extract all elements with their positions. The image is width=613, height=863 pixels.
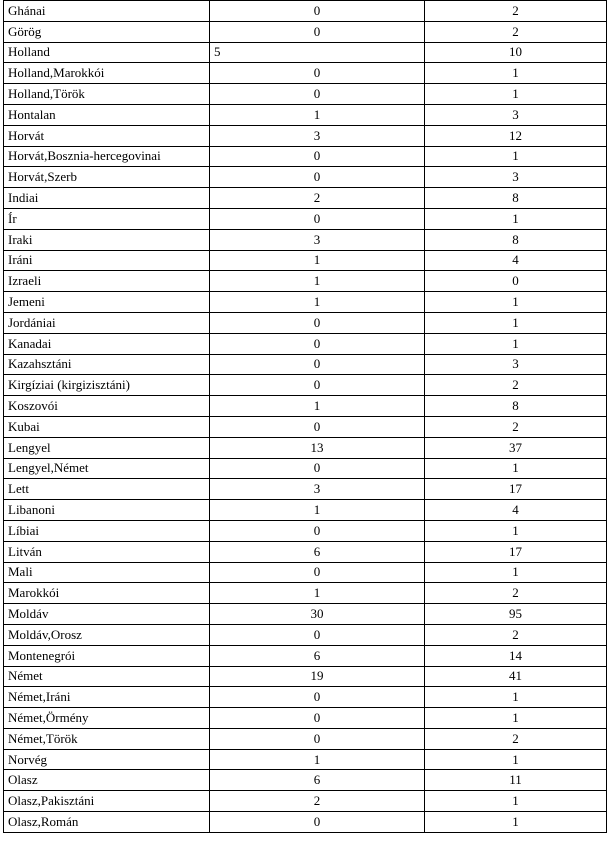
nationality-cell: Német,Török bbox=[4, 728, 210, 749]
count-b-cell: 12 bbox=[425, 125, 607, 146]
nationality-cell: Mali bbox=[4, 562, 210, 583]
count-a-cell: 1 bbox=[210, 583, 425, 604]
nationality-cell: Montenegrói bbox=[4, 645, 210, 666]
table-row bbox=[4, 167, 607, 188]
table-row bbox=[4, 687, 607, 708]
count-b-cell: 2 bbox=[425, 728, 607, 749]
count-a-cell: 0 bbox=[210, 708, 425, 729]
count-a-cell: 1 bbox=[210, 749, 425, 770]
count-a-cell: 6 bbox=[210, 770, 425, 791]
nationality-cell: Jemeni bbox=[4, 292, 210, 313]
nationality-cell: Német,Örmény bbox=[4, 708, 210, 729]
count-a-cell: 0 bbox=[210, 146, 425, 167]
count-b-cell: 8 bbox=[425, 229, 607, 250]
table-row bbox=[4, 437, 607, 458]
count-a-cell: 0 bbox=[210, 562, 425, 583]
count-b-cell: 17 bbox=[425, 479, 607, 500]
table-row bbox=[4, 333, 607, 354]
count-b-cell: 2 bbox=[425, 624, 607, 645]
table-row bbox=[4, 146, 607, 167]
table-row bbox=[4, 354, 607, 375]
count-a-cell: 3 bbox=[210, 229, 425, 250]
nationality-cell: Ghánai bbox=[4, 1, 210, 22]
nationality-cell: Olasz,Pakisztáni bbox=[4, 791, 210, 812]
count-a-cell: 0 bbox=[210, 21, 425, 42]
nationality-cell: Libanoni bbox=[4, 500, 210, 521]
count-a-cell: 5 bbox=[210, 42, 425, 63]
nationality-cell: Német,Iráni bbox=[4, 687, 210, 708]
table-row bbox=[4, 396, 607, 417]
table-row bbox=[4, 520, 607, 541]
count-a-cell: 0 bbox=[210, 84, 425, 105]
table-row bbox=[4, 500, 607, 521]
table-row bbox=[4, 292, 607, 313]
count-a-cell: 6 bbox=[210, 645, 425, 666]
count-a-cell: 0 bbox=[210, 458, 425, 479]
count-b-cell: 14 bbox=[425, 645, 607, 666]
table-row bbox=[4, 708, 607, 729]
table-row bbox=[4, 604, 607, 625]
nationality-cell: Holland,Török bbox=[4, 84, 210, 105]
nationality-cell: Litván bbox=[4, 541, 210, 562]
table-row bbox=[4, 812, 607, 833]
nationality-cell: Horvát,Bosznia-hercegovinai bbox=[4, 146, 210, 167]
count-b-cell: 1 bbox=[425, 791, 607, 812]
count-a-cell: 1 bbox=[210, 250, 425, 271]
nationality-cell: Ír bbox=[4, 208, 210, 229]
count-a-cell: 0 bbox=[210, 728, 425, 749]
nationality-cell: Koszovói bbox=[4, 396, 210, 417]
table-row bbox=[4, 562, 607, 583]
nationality-cell: Lett bbox=[4, 479, 210, 500]
nationality-cell: Német bbox=[4, 666, 210, 687]
count-b-cell: 1 bbox=[425, 749, 607, 770]
table-row bbox=[4, 541, 607, 562]
count-a-cell: 1 bbox=[210, 292, 425, 313]
count-a-cell: 19 bbox=[210, 666, 425, 687]
count-b-cell: 2 bbox=[425, 375, 607, 396]
count-a-cell: 2 bbox=[210, 188, 425, 209]
count-b-cell: 2 bbox=[425, 1, 607, 22]
count-b-cell: 1 bbox=[425, 208, 607, 229]
count-b-cell: 1 bbox=[425, 687, 607, 708]
table-row bbox=[4, 63, 607, 84]
table-row bbox=[4, 21, 607, 42]
count-a-cell: 0 bbox=[210, 812, 425, 833]
nationality-cell: Kirgíziai (kirgizisztáni) bbox=[4, 375, 210, 396]
count-b-cell: 3 bbox=[425, 104, 607, 125]
count-b-cell: 2 bbox=[425, 416, 607, 437]
count-b-cell: 0 bbox=[425, 271, 607, 292]
count-a-cell: 0 bbox=[210, 312, 425, 333]
table-row bbox=[4, 250, 607, 271]
table-row bbox=[4, 416, 607, 437]
nationality-cell: Görög bbox=[4, 21, 210, 42]
count-a-cell: 0 bbox=[210, 63, 425, 84]
count-a-cell: 0 bbox=[210, 167, 425, 188]
table-row bbox=[4, 770, 607, 791]
nationality-cell: Hontalan bbox=[4, 104, 210, 125]
count-a-cell: 0 bbox=[210, 375, 425, 396]
count-a-cell: 0 bbox=[210, 520, 425, 541]
count-a-cell: 2 bbox=[210, 791, 425, 812]
count-a-cell: 30 bbox=[210, 604, 425, 625]
count-b-cell: 1 bbox=[425, 458, 607, 479]
table-row bbox=[4, 645, 607, 666]
count-b-cell: 3 bbox=[425, 354, 607, 375]
nationality-table bbox=[3, 0, 607, 833]
nationality-cell: Iráni bbox=[4, 250, 210, 271]
nationality-cell: Moldáv bbox=[4, 604, 210, 625]
table-row bbox=[4, 229, 607, 250]
count-b-cell: 41 bbox=[425, 666, 607, 687]
table-row bbox=[4, 479, 607, 500]
count-a-cell: 0 bbox=[210, 333, 425, 354]
nationality-cell: Marokkói bbox=[4, 583, 210, 604]
count-b-cell: 1 bbox=[425, 312, 607, 333]
nationality-cell: Iraki bbox=[4, 229, 210, 250]
table-body bbox=[4, 1, 607, 833]
table-row bbox=[4, 208, 607, 229]
table-row bbox=[4, 666, 607, 687]
table-row bbox=[4, 188, 607, 209]
nationality-cell: Holland bbox=[4, 42, 210, 63]
count-a-cell: 0 bbox=[210, 1, 425, 22]
nationality-cell: Kanadai bbox=[4, 333, 210, 354]
table-row bbox=[4, 791, 607, 812]
count-b-cell: 11 bbox=[425, 770, 607, 791]
count-b-cell: 1 bbox=[425, 520, 607, 541]
nationality-cell: Horvát,Szerb bbox=[4, 167, 210, 188]
nationality-cell: Lengyel,Német bbox=[4, 458, 210, 479]
count-a-cell: 1 bbox=[210, 271, 425, 292]
count-a-cell: 13 bbox=[210, 437, 425, 458]
count-b-cell: 8 bbox=[425, 188, 607, 209]
table-row bbox=[4, 458, 607, 479]
count-b-cell: 17 bbox=[425, 541, 607, 562]
nationality-cell: Lengyel bbox=[4, 437, 210, 458]
count-a-cell: 3 bbox=[210, 125, 425, 146]
table-row bbox=[4, 104, 607, 125]
nationality-cell: Moldáv,Orosz bbox=[4, 624, 210, 645]
count-b-cell: 2 bbox=[425, 21, 607, 42]
count-b-cell: 37 bbox=[425, 437, 607, 458]
count-b-cell: 1 bbox=[425, 562, 607, 583]
count-a-cell: 0 bbox=[210, 208, 425, 229]
count-b-cell: 2 bbox=[425, 583, 607, 604]
table-row bbox=[4, 42, 607, 63]
nationality-cell: Jordániai bbox=[4, 312, 210, 333]
table-row bbox=[4, 749, 607, 770]
count-a-cell: 3 bbox=[210, 479, 425, 500]
nationality-cell: Izraeli bbox=[4, 271, 210, 292]
count-b-cell: 1 bbox=[425, 63, 607, 84]
count-a-cell: 1 bbox=[210, 396, 425, 417]
table-row bbox=[4, 624, 607, 645]
table-row bbox=[4, 1, 607, 22]
table-row bbox=[4, 375, 607, 396]
table-row bbox=[4, 125, 607, 146]
nationality-cell: Holland,Marokkói bbox=[4, 63, 210, 84]
count-b-cell: 1 bbox=[425, 292, 607, 313]
count-b-cell: 1 bbox=[425, 146, 607, 167]
count-a-cell: 1 bbox=[210, 500, 425, 521]
count-b-cell: 4 bbox=[425, 500, 607, 521]
table-row bbox=[4, 271, 607, 292]
count-b-cell: 8 bbox=[425, 396, 607, 417]
nationality-cell: Kazahsztáni bbox=[4, 354, 210, 375]
nationality-cell: Horvát bbox=[4, 125, 210, 146]
count-a-cell: 0 bbox=[210, 416, 425, 437]
count-b-cell: 4 bbox=[425, 250, 607, 271]
count-a-cell: 6 bbox=[210, 541, 425, 562]
table-row bbox=[4, 312, 607, 333]
count-b-cell: 1 bbox=[425, 84, 607, 105]
count-b-cell: 1 bbox=[425, 812, 607, 833]
count-a-cell: 0 bbox=[210, 354, 425, 375]
nationality-cell: Norvég bbox=[4, 749, 210, 770]
table-row bbox=[4, 84, 607, 105]
count-b-cell: 1 bbox=[425, 708, 607, 729]
nationality-cell: Indiai bbox=[4, 188, 210, 209]
count-a-cell: 1 bbox=[210, 104, 425, 125]
count-b-cell: 3 bbox=[425, 167, 607, 188]
table-row bbox=[4, 728, 607, 749]
count-b-cell: 1 bbox=[425, 333, 607, 354]
table-row bbox=[4, 583, 607, 604]
nationality-cell: Olasz bbox=[4, 770, 210, 791]
nationality-cell: Olasz,Román bbox=[4, 812, 210, 833]
nationality-cell: Kubai bbox=[4, 416, 210, 437]
count-a-cell: 0 bbox=[210, 687, 425, 708]
count-b-cell: 10 bbox=[425, 42, 607, 63]
nationality-cell: Líbiai bbox=[4, 520, 210, 541]
count-b-cell: 95 bbox=[425, 604, 607, 625]
count-a-cell: 0 bbox=[210, 624, 425, 645]
